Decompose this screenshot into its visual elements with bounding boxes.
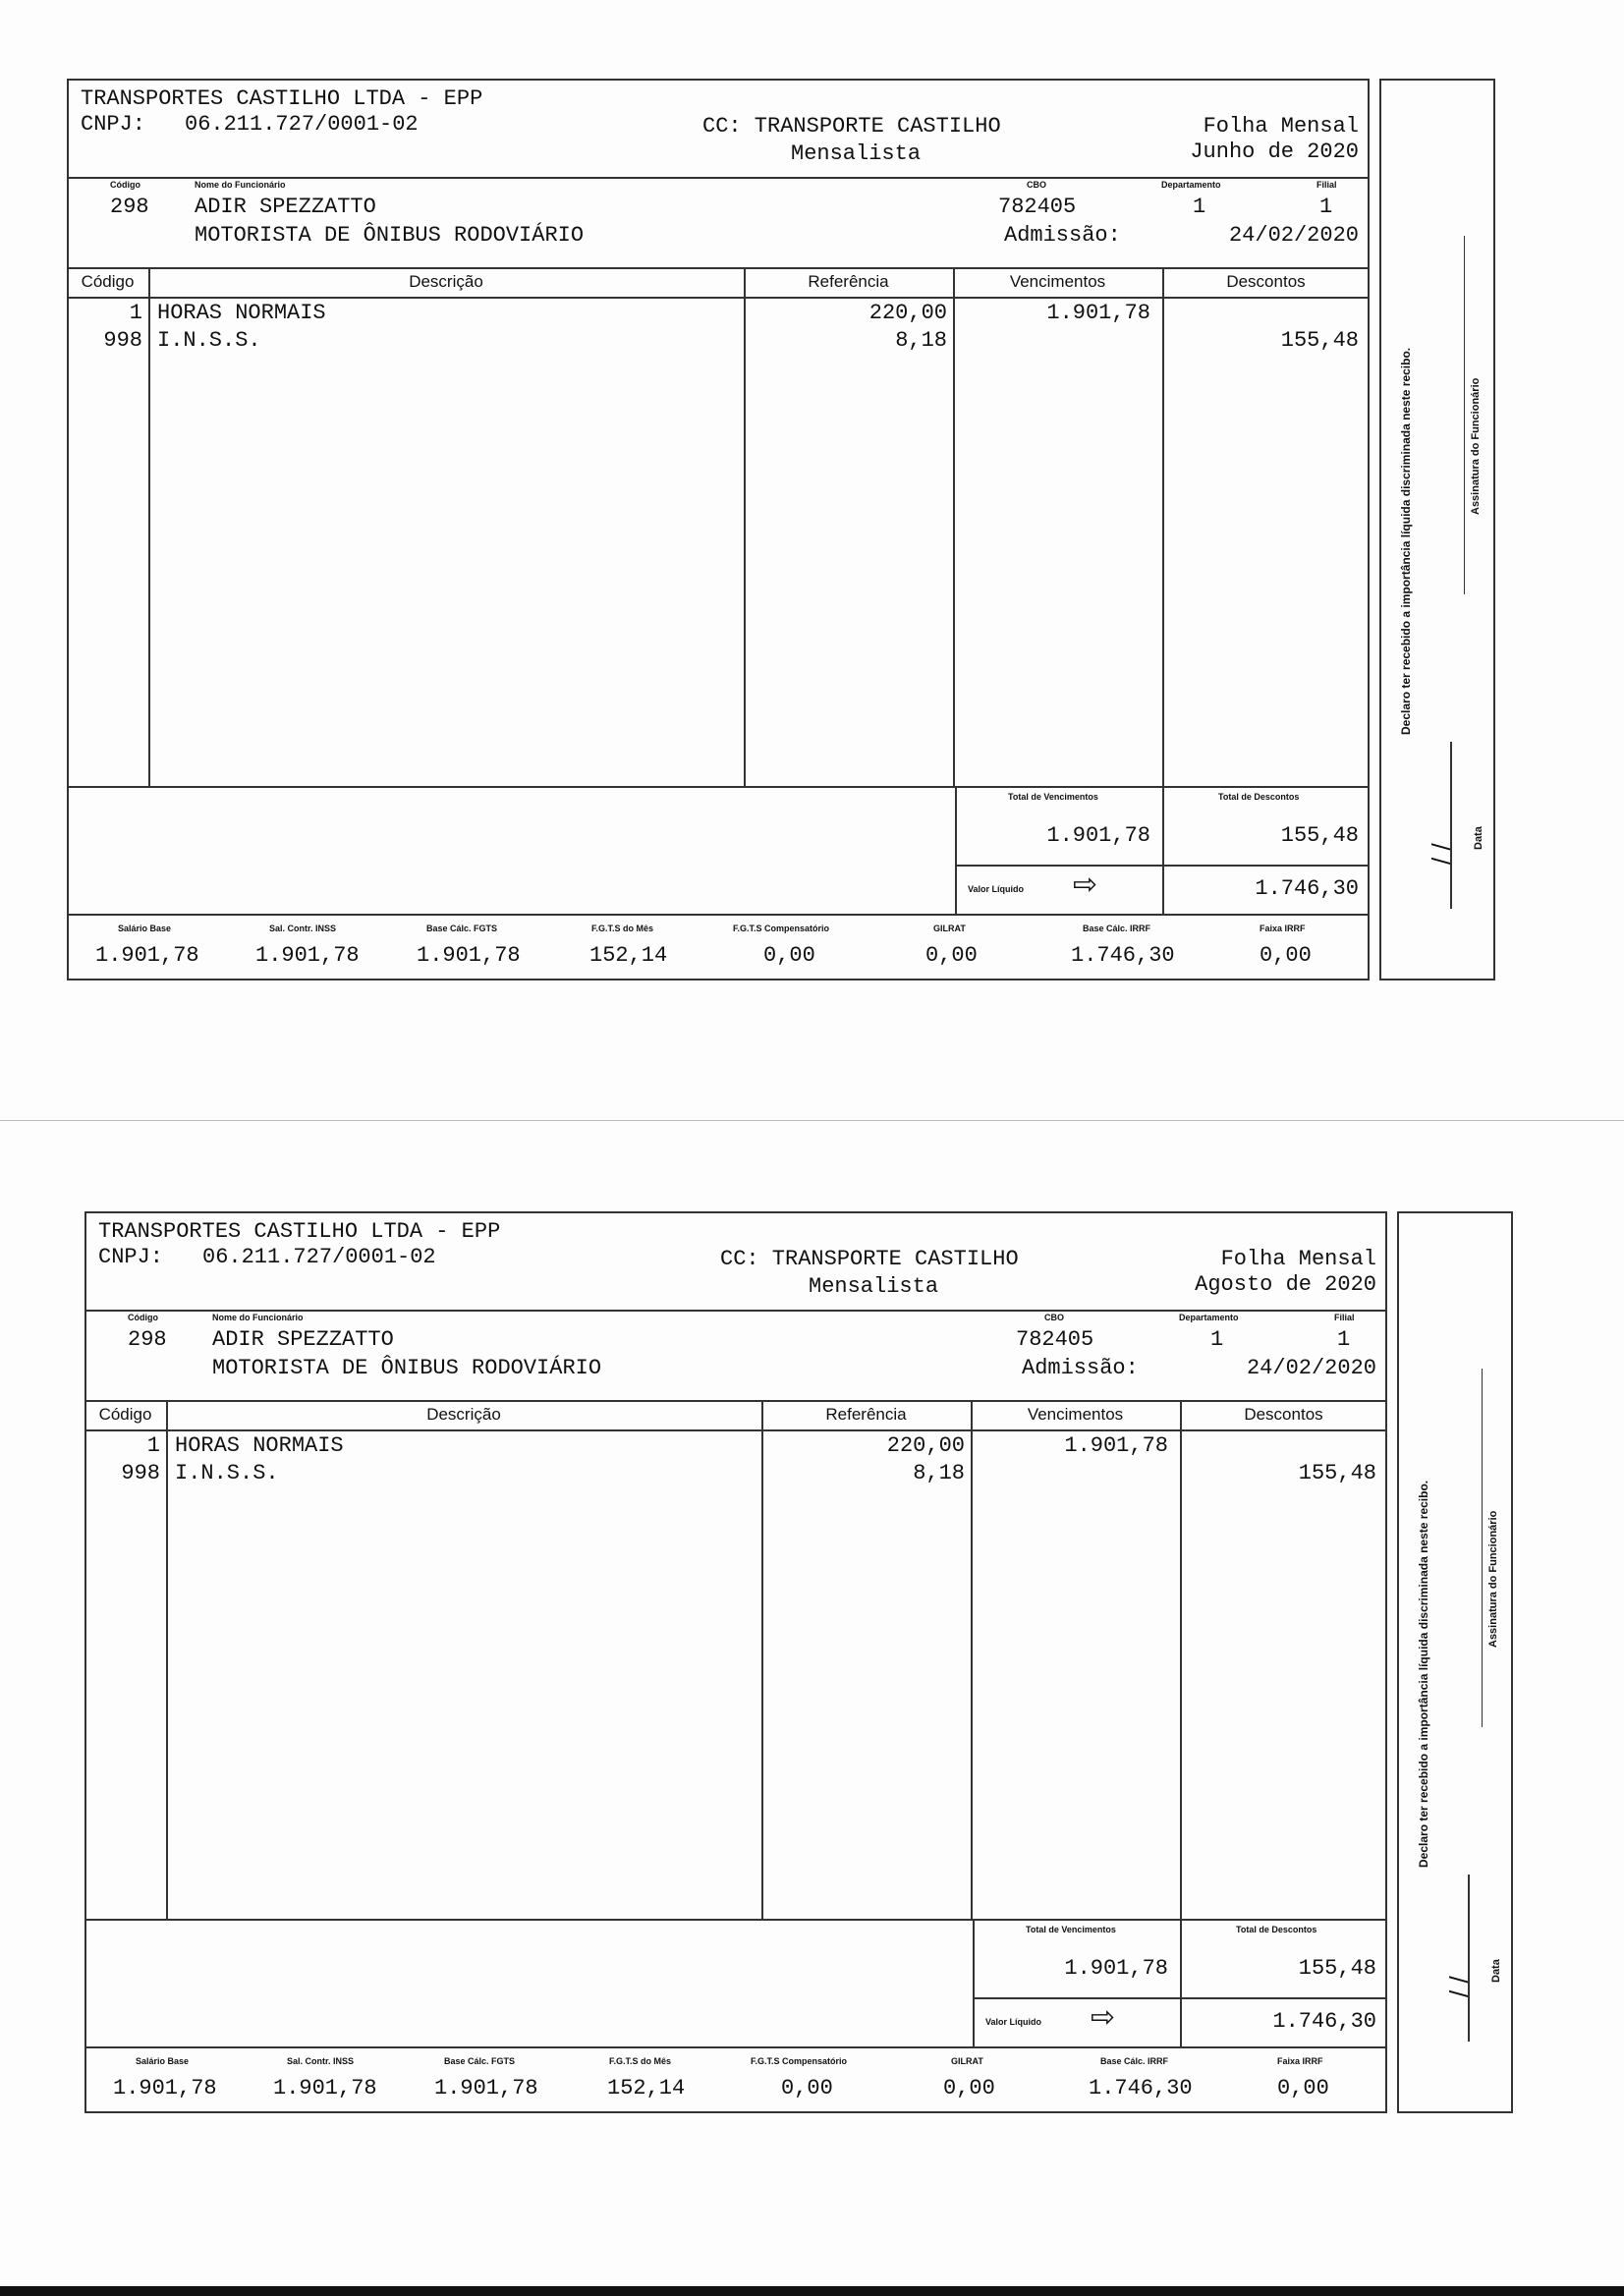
employee-name: ADIR SPEZZATTO (195, 195, 376, 219)
employee-cbo: 782405 (998, 195, 1077, 219)
footer-value: 152,14 (607, 2076, 686, 2100)
total-earnings-label: Total de Vencimentos (1026, 1925, 1116, 1934)
footer-label: Base Cálc. IRRF (1100, 2056, 1169, 2066)
payslip (0, 0, 1624, 1081)
row-description: HORAS NORMAIS (175, 1433, 344, 1458)
employee-role: MOTORISTA DE ÔNIBUS RODOVIÁRIO (195, 223, 585, 248)
footer-label: F.G.T.S Compensatório (751, 2056, 848, 2066)
footer-label: GILRAT (933, 924, 966, 933)
col-header-earnings: Vencimentos (1009, 272, 1106, 291)
cost-center: CC: TRANSPORTE CASTILHO (720, 1247, 1019, 1271)
payslip-june (0, 0, 1624, 1081)
net-value-label: Valor Líquido (968, 884, 1025, 894)
footer-value: 1.901,78 (417, 943, 521, 968)
employee-department: 1 (1193, 195, 1206, 219)
row-reference: 220,00 (868, 301, 947, 325)
footer-value: 1.901,78 (113, 2076, 217, 2100)
employee-branch: 1 (1319, 195, 1333, 219)
page-divider (0, 1120, 1624, 1121)
cnpj-label: CNPJ: (81, 112, 146, 137)
admission-date: 24/02/2020 (1246, 1356, 1376, 1380)
cbo-label: CBO (1027, 180, 1046, 190)
employee-role: MOTORISTA DE ÔNIBUS RODOVIÁRIO (212, 1356, 602, 1380)
row-description: I.N.S.S. (157, 328, 261, 353)
footer-value: 1.746,30 (1089, 2076, 1193, 2100)
signature-line (1482, 1369, 1483, 1727)
net-value: 1.746,30 (1272, 2009, 1376, 2034)
total-deductions-label: Total de Descontos (1218, 792, 1300, 802)
employee-branch: 1 (1337, 1327, 1351, 1352)
col-header-code: Código (81, 272, 135, 291)
row-description: I.N.S.S. (175, 1461, 279, 1485)
admission-label: Admissão: (1022, 1356, 1139, 1380)
period: Junho de 2020 (1190, 140, 1359, 164)
col-divider (971, 1400, 973, 1919)
footer-label: Base Cálc. IRRF (1083, 924, 1151, 933)
footer-label: Salário Base (118, 924, 172, 933)
scan-edge (0, 2286, 1624, 2296)
payslip (18, 1133, 1624, 2213)
footer-label: Base Cálc. FGTS (426, 924, 498, 933)
total-earnings-label: Total de Vencimentos (1008, 792, 1098, 802)
footer-label: Base Cálc. FGTS (444, 2056, 516, 2066)
col-header-deductions: Descontos (1226, 272, 1306, 291)
total-deductions: 155,48 (1280, 823, 1359, 848)
col-header-deductions: Descontos (1244, 1405, 1323, 1424)
employee-code: 298 (128, 1327, 167, 1352)
footer-label: F.G.T.S do Mês (609, 2056, 672, 2066)
signature-line (1464, 236, 1465, 594)
employee-department: 1 (1210, 1327, 1224, 1352)
company-name: TRANSPORTES CASTILHO LTDA - EPP (98, 1219, 501, 1244)
col-header-earnings: Vencimentos (1027, 1405, 1124, 1424)
footer-value: 0,00 (781, 2076, 833, 2100)
items-header-line (84, 1429, 1387, 1431)
col-header-description: Descrição (426, 1405, 501, 1424)
items-header-line (67, 297, 1370, 299)
employee-code: 298 (110, 195, 149, 219)
total-deductions: 155,48 (1298, 1956, 1376, 1981)
arrow-right-icon: ⇨ (1091, 2000, 1116, 2035)
receipt-declaration: Declaro ter recebido a importância líquida discriminada neste recibo. (1417, 1480, 1430, 1868)
col-divider (1180, 1400, 1182, 1919)
col-divider (761, 1400, 763, 1919)
name-label: Nome do Funcionário (212, 1313, 304, 1322)
cnpj-value: 06.211.727/0001-02 (185, 112, 419, 137)
row-earnings: 1.901,78 (1064, 1433, 1168, 1458)
row-reference: 8,18 (913, 1461, 965, 1485)
date-line (1468, 1875, 1470, 2042)
footer-value: 0,00 (1260, 943, 1312, 968)
footer-value: 0,00 (763, 943, 815, 968)
footer-label: GILRAT (951, 2056, 983, 2066)
row-reference: 220,00 (886, 1433, 965, 1458)
col-header-description: Descrição (409, 272, 483, 291)
col-header-reference: Referência (825, 1405, 907, 1424)
name-label: Nome do Funcionário (195, 180, 286, 190)
totals-divider (1162, 786, 1164, 914)
col-divider (148, 267, 150, 786)
cost-center-type: Mensalista (791, 141, 922, 166)
date-blank: / / (1444, 1976, 1474, 1997)
footer-value: 1.901,78 (255, 943, 360, 968)
department-label: Departamento (1161, 180, 1221, 190)
receipt-declaration: Declaro ter recebido a importância líquida discriminada neste recibo. (1399, 347, 1413, 735)
department-label: Departamento (1179, 1313, 1239, 1322)
row-code: 998 (121, 1461, 160, 1485)
doc-type: Folha Mensal (1203, 114, 1359, 139)
row-code: 1 (146, 1433, 160, 1458)
divider (67, 177, 1370, 179)
total-earnings: 1.901,78 (1064, 1956, 1168, 1981)
col-divider (166, 1400, 168, 1919)
footer-label: Salário Base (136, 2056, 190, 2066)
totals-divider (955, 786, 957, 914)
cbo-label: CBO (1044, 1313, 1064, 1322)
totals-divider (1180, 1919, 1182, 2046)
footer-value: 1.901,78 (273, 2076, 377, 2100)
company-name: TRANSPORTES CASTILHO LTDA - EPP (81, 86, 483, 111)
divider (84, 1310, 1387, 1312)
code-label: Código (128, 1313, 158, 1322)
row-code: 1 (129, 301, 142, 325)
col-header-reference: Referência (808, 272, 889, 291)
total-deductions-label: Total de Descontos (1236, 1925, 1317, 1934)
cnpj-value: 06.211.727/0001-02 (202, 1245, 436, 1269)
col-divider (953, 267, 955, 786)
col-divider (1162, 267, 1164, 786)
footer-value: 1.901,78 (95, 943, 199, 968)
footer-value: 0,00 (943, 2076, 995, 2100)
footer-label: F.G.T.S Compensatório (733, 924, 830, 933)
code-label: Código (110, 180, 140, 190)
signature-label: Assinatura do Funcionário (1487, 1510, 1499, 1648)
footer-value: 0,00 (1277, 2076, 1329, 2100)
row-deductions: 155,48 (1280, 328, 1359, 353)
footer-value: 0,00 (925, 943, 978, 968)
admission-label: Admissão: (1004, 223, 1121, 248)
footer-label: Faixa IRRF (1277, 2056, 1323, 2066)
admission-date: 24/02/2020 (1228, 223, 1359, 248)
cost-center: CC: TRANSPORTE CASTILHO (702, 114, 1001, 139)
signature-label: Assinatura do Funcionário (1470, 377, 1482, 515)
date-blank: / / (1427, 843, 1456, 865)
footer-label: Sal. Contr. INSS (269, 924, 337, 933)
footer-line (67, 914, 1370, 916)
footer-value: 1.746,30 (1071, 943, 1175, 968)
col-header-code: Código (98, 1405, 152, 1424)
footer-label: Sal. Contr. INSS (287, 2056, 355, 2066)
col-divider (744, 267, 746, 786)
employee-name: ADIR SPEZZATTO (212, 1327, 394, 1352)
row-reference: 8,18 (895, 328, 947, 353)
date-label: Data (1490, 1959, 1502, 1983)
date-label: Data (1473, 826, 1484, 850)
row-deductions: 155,48 (1298, 1461, 1376, 1485)
net-value-label: Valor Líquido (985, 2017, 1042, 2027)
totals-divider (973, 1919, 975, 2046)
total-earnings: 1.901,78 (1046, 823, 1150, 848)
employee-cbo: 782405 (1016, 1327, 1094, 1352)
date-line (1450, 742, 1452, 909)
net-value: 1.746,30 (1255, 876, 1359, 901)
cnpj-label: CNPJ: (98, 1245, 164, 1269)
period: Agosto de 2020 (1195, 1272, 1376, 1297)
branch-label: Filial (1334, 1313, 1355, 1322)
footer-line (84, 2046, 1387, 2048)
row-description: HORAS NORMAIS (157, 301, 326, 325)
row-earnings: 1.901,78 (1046, 301, 1150, 325)
doc-type: Folha Mensal (1220, 1247, 1376, 1271)
footer-value: 152,14 (589, 943, 668, 968)
footer-label: F.G.T.S do Mês (591, 924, 654, 933)
footer-label: Faixa IRRF (1260, 924, 1306, 933)
footer-value: 1.901,78 (434, 2076, 538, 2100)
payslip-august (18, 1133, 1624, 2213)
branch-label: Filial (1316, 180, 1337, 190)
arrow-right-icon: ⇨ (1073, 868, 1098, 902)
cost-center-type: Mensalista (809, 1274, 939, 1299)
row-code: 998 (103, 328, 142, 353)
